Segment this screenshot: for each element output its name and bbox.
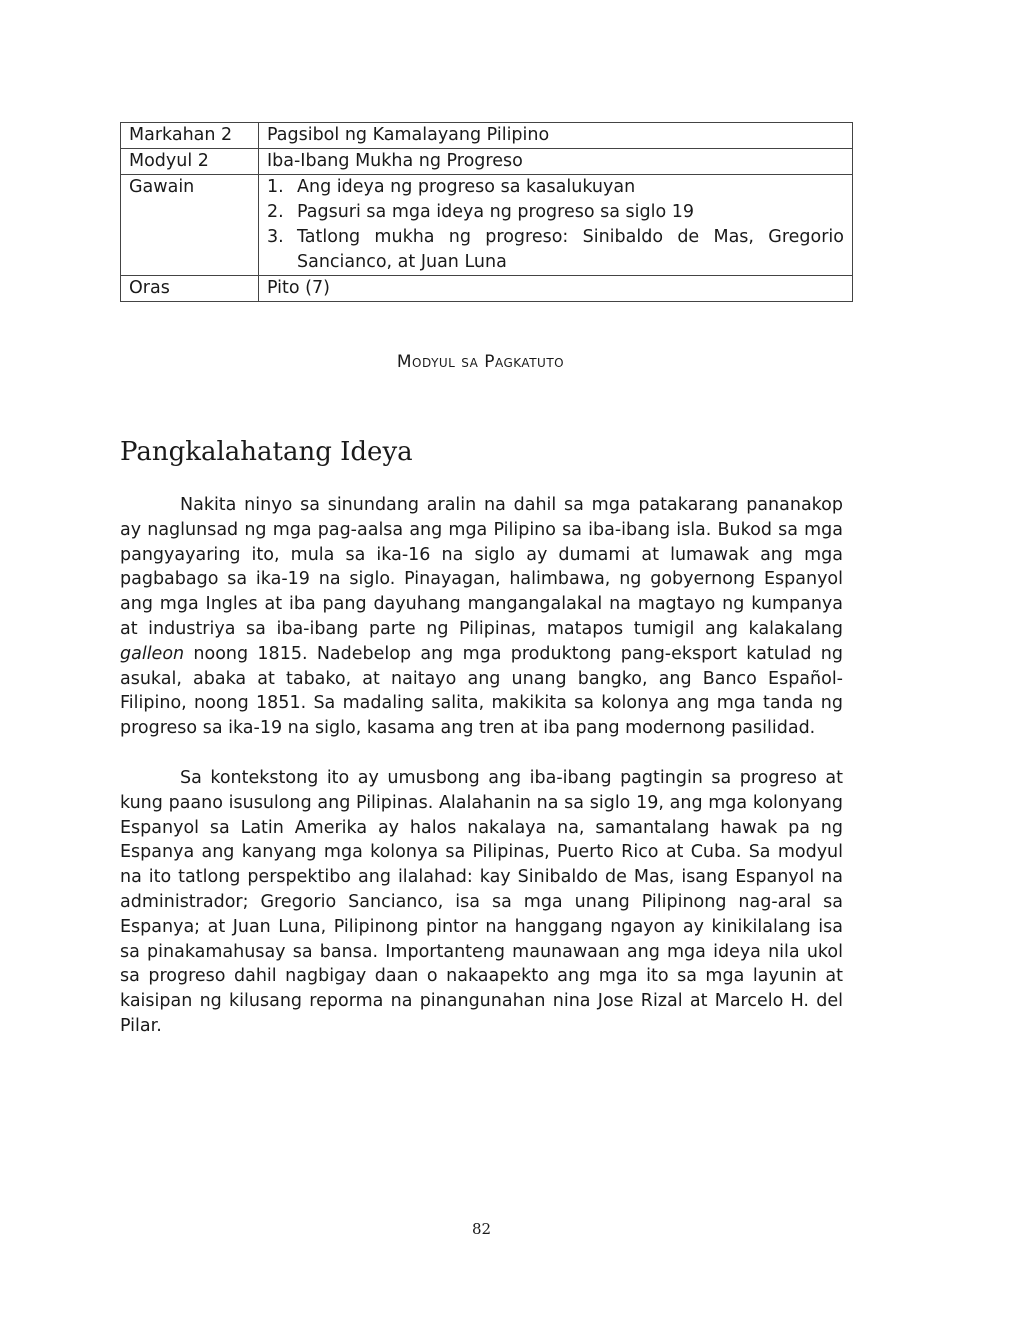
section-title: Pangkalahatang Ideya	[120, 437, 413, 467]
task-text: Pagsuri sa mga ideya ng progreso sa siglo 19	[297, 202, 695, 222]
task-text: Tatlong mukha ng progreso: Sinibaldo de Mas, Gregorio Sancianco, at Juan Luna	[297, 227, 844, 272]
body-paragraph-2: Sa kontekstong ito ay umusbong ang iba-ibang pagtingin sa progreso at kung paano isusulong ang Pilipinas. Alalahanin na sa siglo 19, ang mga kolonyang Espanyol sa Latin Amerika ay halos nakalaya na, samantalang hawak pa ng Espanya ang kanyang mga kolonya sa Pilipinas, Puerto Rico at Cuba. Sa modyul na ito tatlong perspektibo ang ilalahad: kay Sinibaldo de Mas, isang Espanyol na administrador; Gregorio Sancianco, isa sa mga unang Pilipinong nag-aral sa Espanya; at Juan Luna, Pilipinong pintor na hanggang ngayon ay kinikilalang isa sa pinakamahusay sa bansa. Importanteng maunawaan ang mga ideya nila ukol sa progreso dahil nagbigay daan o nakaapekto ang mga ito sa mga layunin at kaisipan ng kilusang reporma na pinangunahan nina Jose Rizal at Marcelo H. del Pilar.	[120, 768, 843, 1036]
row-value-gawain	[259, 175, 853, 276]
row-value-oras: Pito (7)	[259, 276, 853, 302]
task-number: 3.	[267, 227, 284, 247]
task-text: Ang ideya ng progreso sa kasalukuyan	[297, 177, 636, 197]
task-number: 1.	[267, 177, 284, 197]
table-row	[121, 123, 853, 149]
paragraph-text: noong 1815. Nadebelop ang mga produktong pang-eksport katulad ng asukal, abaka at tabako, at naitayo ang unang bangko, ang Banco Español-Filipino, noong 1851. Sa madaling salita, makikita sa kolonya ang mga tanda ng progreso sa ika-19 na siglo, kasama ang tren at iba pang modernong pasilidad.	[120, 643, 843, 739]
list-item	[267, 200, 844, 225]
list-item	[267, 225, 844, 275]
row-label-markahan: Markahan 2	[121, 123, 259, 149]
italic-term: galleon	[120, 643, 185, 664]
table-row	[121, 149, 853, 175]
table-row	[121, 276, 853, 302]
list-item	[267, 175, 844, 200]
row-value-modyul: Iba-Ibang Mukha ng Progreso	[259, 149, 853, 175]
module-info-table	[120, 122, 853, 302]
row-value-markahan: Pagsibol ng Kamalayang Pilipino	[259, 123, 853, 149]
row-label-gawain: Gawain	[121, 175, 259, 276]
task-list	[267, 175, 844, 275]
row-label-oras: Oras	[121, 276, 259, 302]
row-label-modyul: Modyul 2	[121, 149, 259, 175]
table-row	[121, 175, 853, 276]
module-heading: Modyul sa Pagkatuto	[396, 352, 565, 372]
body-paragraph-1	[120, 493, 843, 741]
paragraph-text: Nakita ninyo sa sinundang aralin na dahil sa mga patakarang pananakop ay naglunsad ng mga pag-aalsa ang mga Pilipino sa iba-ibang isla. Bukod sa mga pangyayaring ito, mula sa ika-16 na siglo ay dumami at lumawak ang mga pagbabago sa ika-19 na siglo. Pinayagan, halimbawa, ng gobyernong Espanyol ang mga Ingles at iba pang dayuhang mangangalakal na magtayo ng kumpanya at industriya sa iba-ibang parte ng Pilipinas, matapos tumigil ang kalakalang	[120, 495, 843, 639]
task-number: 2.	[267, 202, 284, 222]
page-number: 82	[471, 1220, 492, 1238]
